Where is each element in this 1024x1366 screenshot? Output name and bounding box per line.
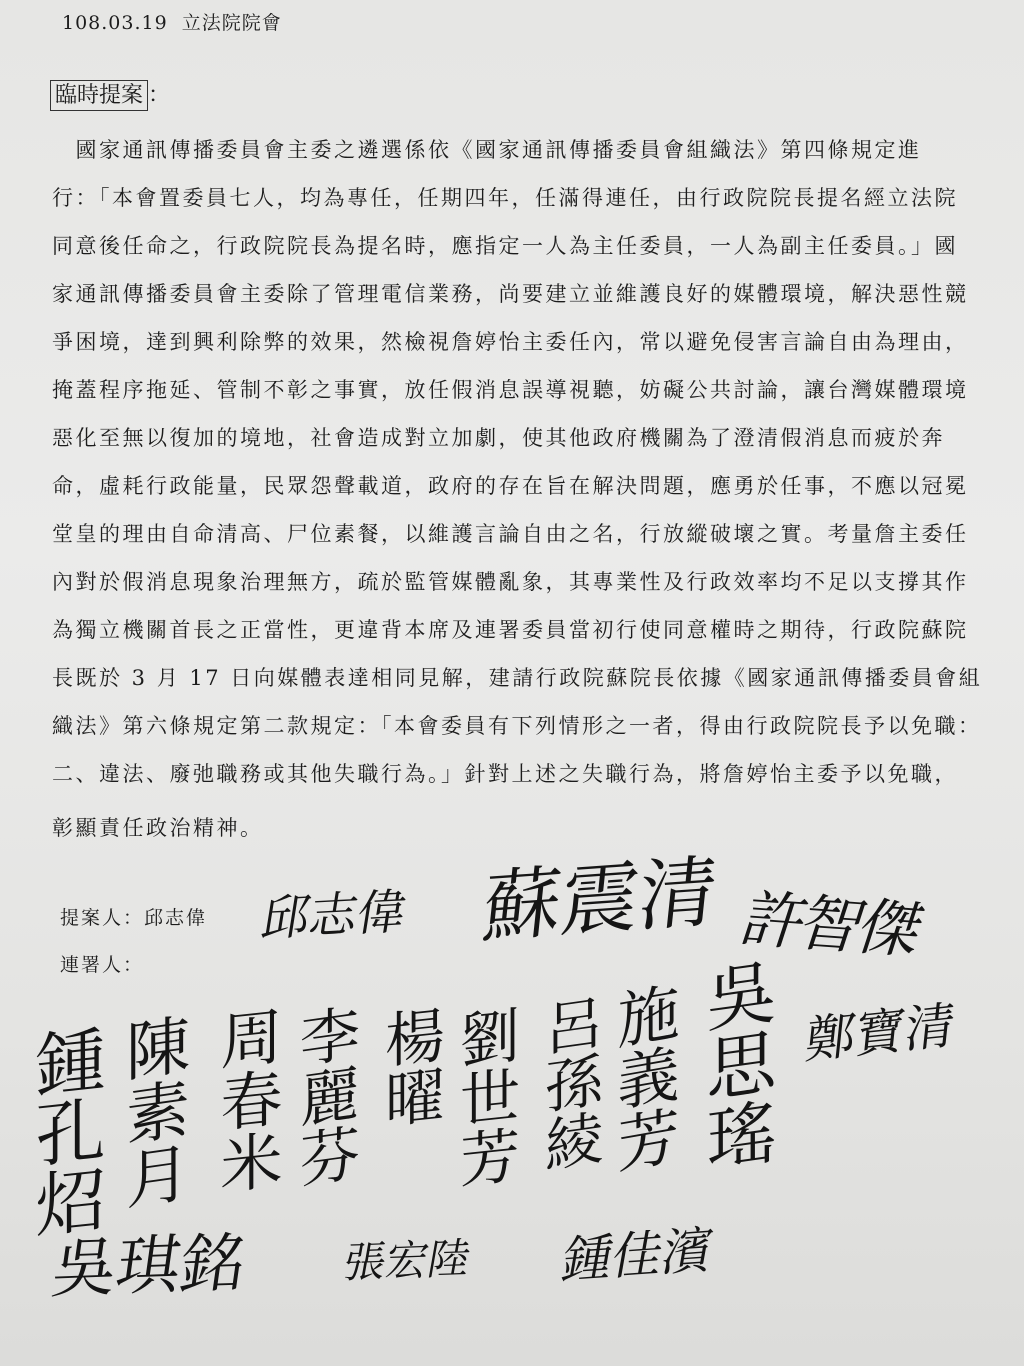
- signature: 陳素月: [115, 1010, 189, 1213]
- body-line: 二、違法、廢弛職務或其他失職行為。」針對上述之失職行為，將詹婷怡主委予以免職，: [52, 762, 958, 786]
- signature: 施義芳: [607, 978, 680, 1177]
- meeting-venue: 立法院院會: [181, 12, 282, 34]
- section-colon: ：: [148, 83, 171, 108]
- body-line: 織法》第六條規定第二款規定：「本會委員有下列情形之一者，得由行政院院長予以免職：: [52, 714, 982, 738]
- signature: 鍾佳濱: [557, 1220, 718, 1291]
- body-line: 命，虛耗行政能量，民眾怨聲載道，政府的存在旨在解決問題，應勇於任事，不應以冠冕: [52, 474, 969, 498]
- signature: 張宏陸: [339, 1233, 475, 1288]
- body-line: 國家通訊傳播委員會主委之遴選係依《國家通訊傳播委員會組織法》第四條規定進: [52, 138, 922, 162]
- signature: 吳思瑤: [695, 954, 777, 1176]
- body-line: 同意後任命之，行政院院長為提名時，應指定一人為主任委員，一人為副主任委員。」國: [52, 234, 958, 258]
- signature: 蘇震清: [478, 846, 722, 955]
- body-line: 行：「本會置委員七人，均為專任，任期四年，任滿得連任，由行政院院長提名經立法院: [52, 186, 958, 210]
- section-label-box: 臨時提案: [50, 80, 148, 111]
- signature: 吳琪銘: [47, 1226, 250, 1308]
- body-line: 掩蓋程序拖延、管制不彰之事實，放任假消息誤導視聽，妨礙公共討論，讓台灣媒體環境: [52, 378, 969, 402]
- body-line: 家通訊傳播委員會主委除了管理電信業務，尚要建立並維護良好的媒體環境，解決惡性競: [52, 282, 969, 306]
- body-line: 惡化至無以復加的境地，社會造成對立加劇，使其他政府機關為了澄清假消息而疲於奔: [52, 426, 945, 450]
- signature: 鄭寶清: [802, 995, 959, 1071]
- signature: 許智傑: [732, 882, 930, 967]
- body-line: 內對於假消息現象治理無方，疏於監管媒體亂象，其專業性及行政效率均不足以支撐其作: [52, 570, 969, 594]
- proposer-label: 提案人：邱志偉: [60, 907, 208, 929]
- cosigner-label: 連署人：: [60, 954, 145, 976]
- signature: 邱志偉: [257, 883, 411, 948]
- document-header: [62, 8, 282, 35]
- section-heading: [50, 78, 170, 109]
- signature: 李麗芬: [290, 1000, 360, 1191]
- signature: 呂孫綾: [535, 991, 603, 1175]
- signature: 周春米: [210, 1002, 283, 1197]
- signature: 鍾孔炤: [24, 1022, 106, 1241]
- signature: 劉世芳: [450, 1003, 520, 1191]
- body-line: 爭困境，達到興利除弊的效果，然檢視詹婷怡主委任內，常以避免侵害言論自由為理由，: [52, 330, 969, 354]
- meeting-date: 108.03.19: [62, 12, 168, 34]
- body-line: 堂皇的理由自命清高、尸位素餐，以維護言論自由之名，行放縱破壞之實。考量詹主委任: [52, 522, 969, 546]
- body-line: 為獨立機關首長之正當性，更違背本席及連署委員當初行使同意權時之期待，行政院蘇院: [52, 618, 969, 642]
- body-line: 彰顯責任政治精神。: [52, 816, 264, 840]
- body-line: 長既於 3 月 17 日向媒體表達相同見解，建請行政院蘇院長依據《國家通訊傳播委員會組: [52, 666, 983, 690]
- signature: 楊曜: [375, 1003, 445, 1131]
